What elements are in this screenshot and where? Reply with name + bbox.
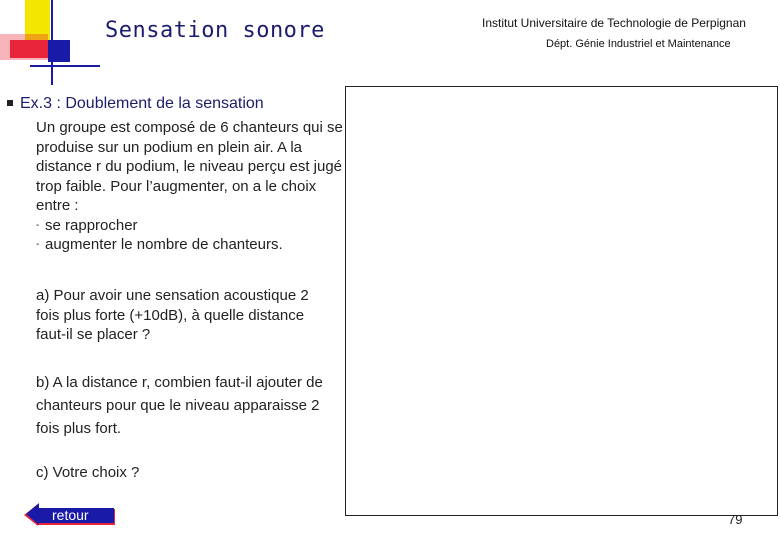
exercise-intro	[36, 118, 346, 255]
dash-bullet-icon: -	[36, 219, 40, 231]
iut-logo	[0, 0, 100, 85]
question-a: a) Pour avoir une sensation acoustique 2 fois plus forte (+10dB), à quelle distance faut-il se placer ?	[36, 287, 309, 343]
back-button-label: retour	[52, 507, 89, 523]
choice-text: augmenter le nombre de chanteurs.	[45, 236, 283, 253]
dash-bullet-icon: -	[36, 239, 40, 250]
answer-panel	[345, 86, 778, 516]
slide-title: Sensation sonore	[105, 18, 325, 43]
institution-name: Institut Universitaire de Technologie de Perpignan	[482, 16, 746, 30]
intro-text: Un groupe est composé de 6 chanteurs qui se produise sur un podium en plein air. A la distance r du podium, le niveau perçu est jugé trop faible. Pour l’augmenter, on a le choix entre :	[36, 119, 343, 214]
back-button[interactable]	[24, 498, 116, 526]
question-c: c) Votre choix ?	[36, 464, 140, 481]
choice-text: se rapprocher	[45, 216, 138, 234]
page-number: 79	[728, 512, 743, 527]
exercise-heading: Ex.3 : Doublement de la sensation	[20, 95, 264, 112]
department-name: Dépt. Génie Industriel et Maintenance	[546, 38, 731, 50]
choice-item	[36, 235, 346, 255]
square-bullet-icon	[7, 100, 13, 106]
question-b: b) A la distance r, combien faut-il ajouter de chanteurs pour que le niveau apparaisse 2 fois plus fort.	[36, 374, 323, 437]
choice-item	[36, 216, 346, 236]
